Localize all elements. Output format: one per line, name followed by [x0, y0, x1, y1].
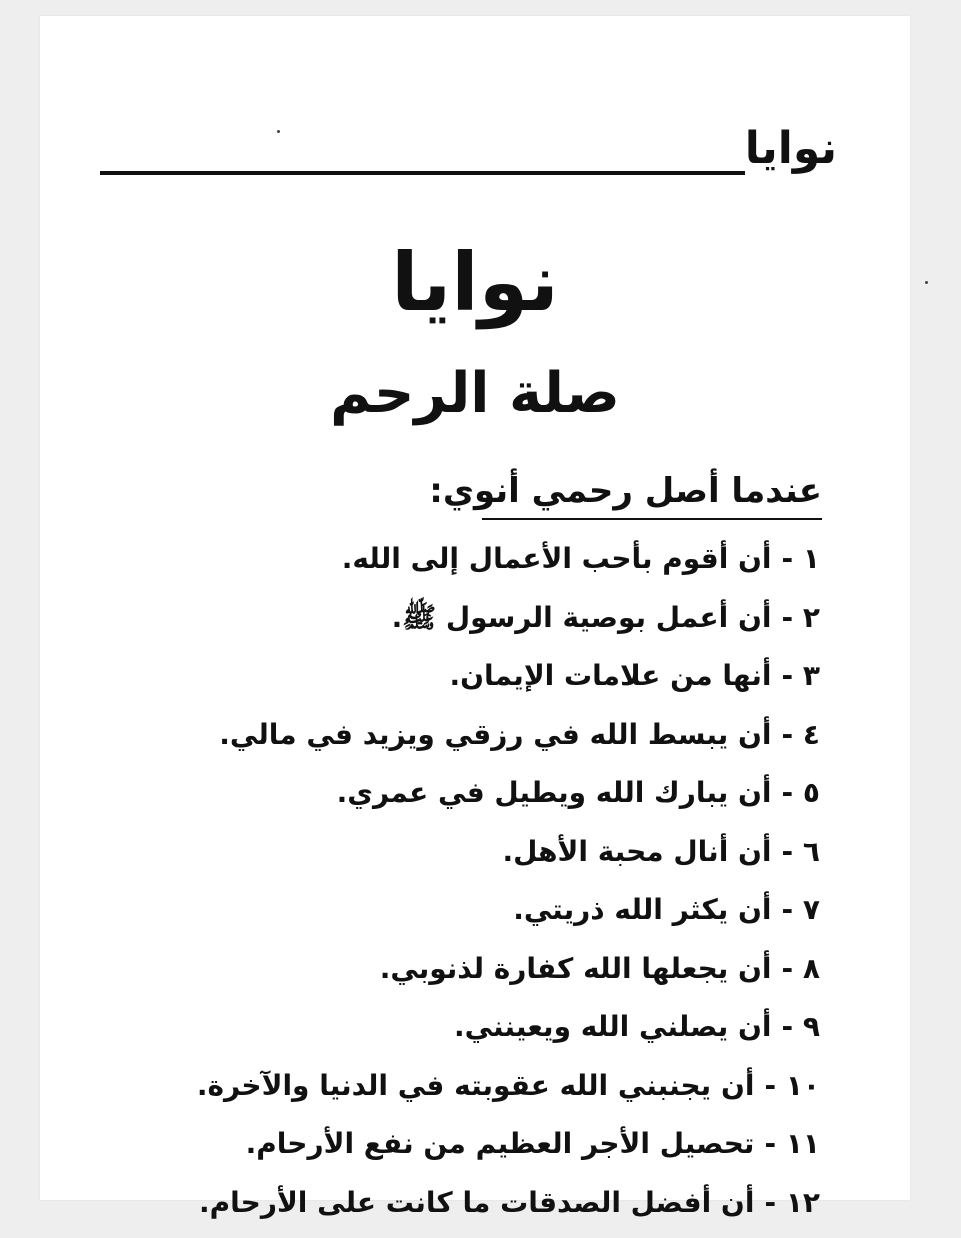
list-item	[260, 1121, 820, 1180]
item-number: ٢ -	[782, 595, 820, 641]
item-number: ١ -	[782, 536, 820, 582]
list-item	[260, 595, 820, 654]
item-text: أن أعمل بوصية الرسول ﷺ.	[392, 595, 772, 641]
scan-speck	[925, 281, 928, 284]
list-item	[260, 712, 820, 771]
item-number: ٨ -	[782, 946, 820, 992]
header-rule	[100, 171, 745, 175]
document-page	[40, 16, 910, 1200]
running-title: نوايا	[745, 118, 837, 180]
item-text: أنها من علامات الإيمان.	[449, 653, 771, 699]
intro-heading: عندما أصل رحمي أنوي:	[482, 468, 822, 520]
item-number: ٥ -	[782, 770, 820, 816]
running-header	[100, 118, 837, 180]
item-number: ٩ -	[782, 1004, 820, 1050]
item-number: ١١ -	[764, 1121, 820, 1167]
list-item	[260, 1180, 820, 1238]
intentions-list	[260, 536, 820, 1238]
list-item	[260, 536, 820, 595]
item-number: ١٢ -	[764, 1180, 820, 1226]
list-item	[260, 1063, 820, 1122]
page-title: نوايا	[40, 228, 910, 338]
item-text: أن أقوم بأحب الأعمال إلى الله.	[342, 536, 772, 582]
item-text: أن يبارك الله ويطيل في عمري.	[337, 770, 772, 816]
item-text: أن يكثر الله ذريتي.	[513, 887, 771, 933]
intro-heading-container	[482, 468, 822, 520]
item-number: ٤ -	[782, 712, 820, 758]
list-item	[260, 653, 820, 712]
item-number: ٣ -	[782, 653, 820, 699]
list-item	[260, 829, 820, 888]
list-item	[260, 1004, 820, 1063]
item-text: أن يبسط الله في رزقي ويزيد في مالي.	[219, 712, 771, 758]
page-subtitle: صلة الرحم	[40, 358, 910, 430]
item-number: ٧ -	[782, 887, 820, 933]
item-number: ٦ -	[782, 829, 820, 875]
item-number: ١٠ -	[764, 1063, 820, 1109]
item-text: تحصيل الأجر العظيم من نفع الأرحام.	[246, 1121, 755, 1167]
list-item	[260, 887, 820, 946]
item-text: أن أفضل الصدقات ما كانت على الأرحام.	[199, 1180, 754, 1226]
list-item	[260, 770, 820, 829]
item-text: أن يصلني الله ويعينني.	[454, 1004, 772, 1050]
list-item	[260, 946, 820, 1005]
item-text: أن يجنبني الله عقوبته في الدنيا والآخرة.	[197, 1063, 755, 1109]
item-text: أن يجعلها الله كفارة لذنوبي.	[380, 946, 772, 992]
item-text: أن أنال محبة الأهل.	[502, 829, 771, 875]
